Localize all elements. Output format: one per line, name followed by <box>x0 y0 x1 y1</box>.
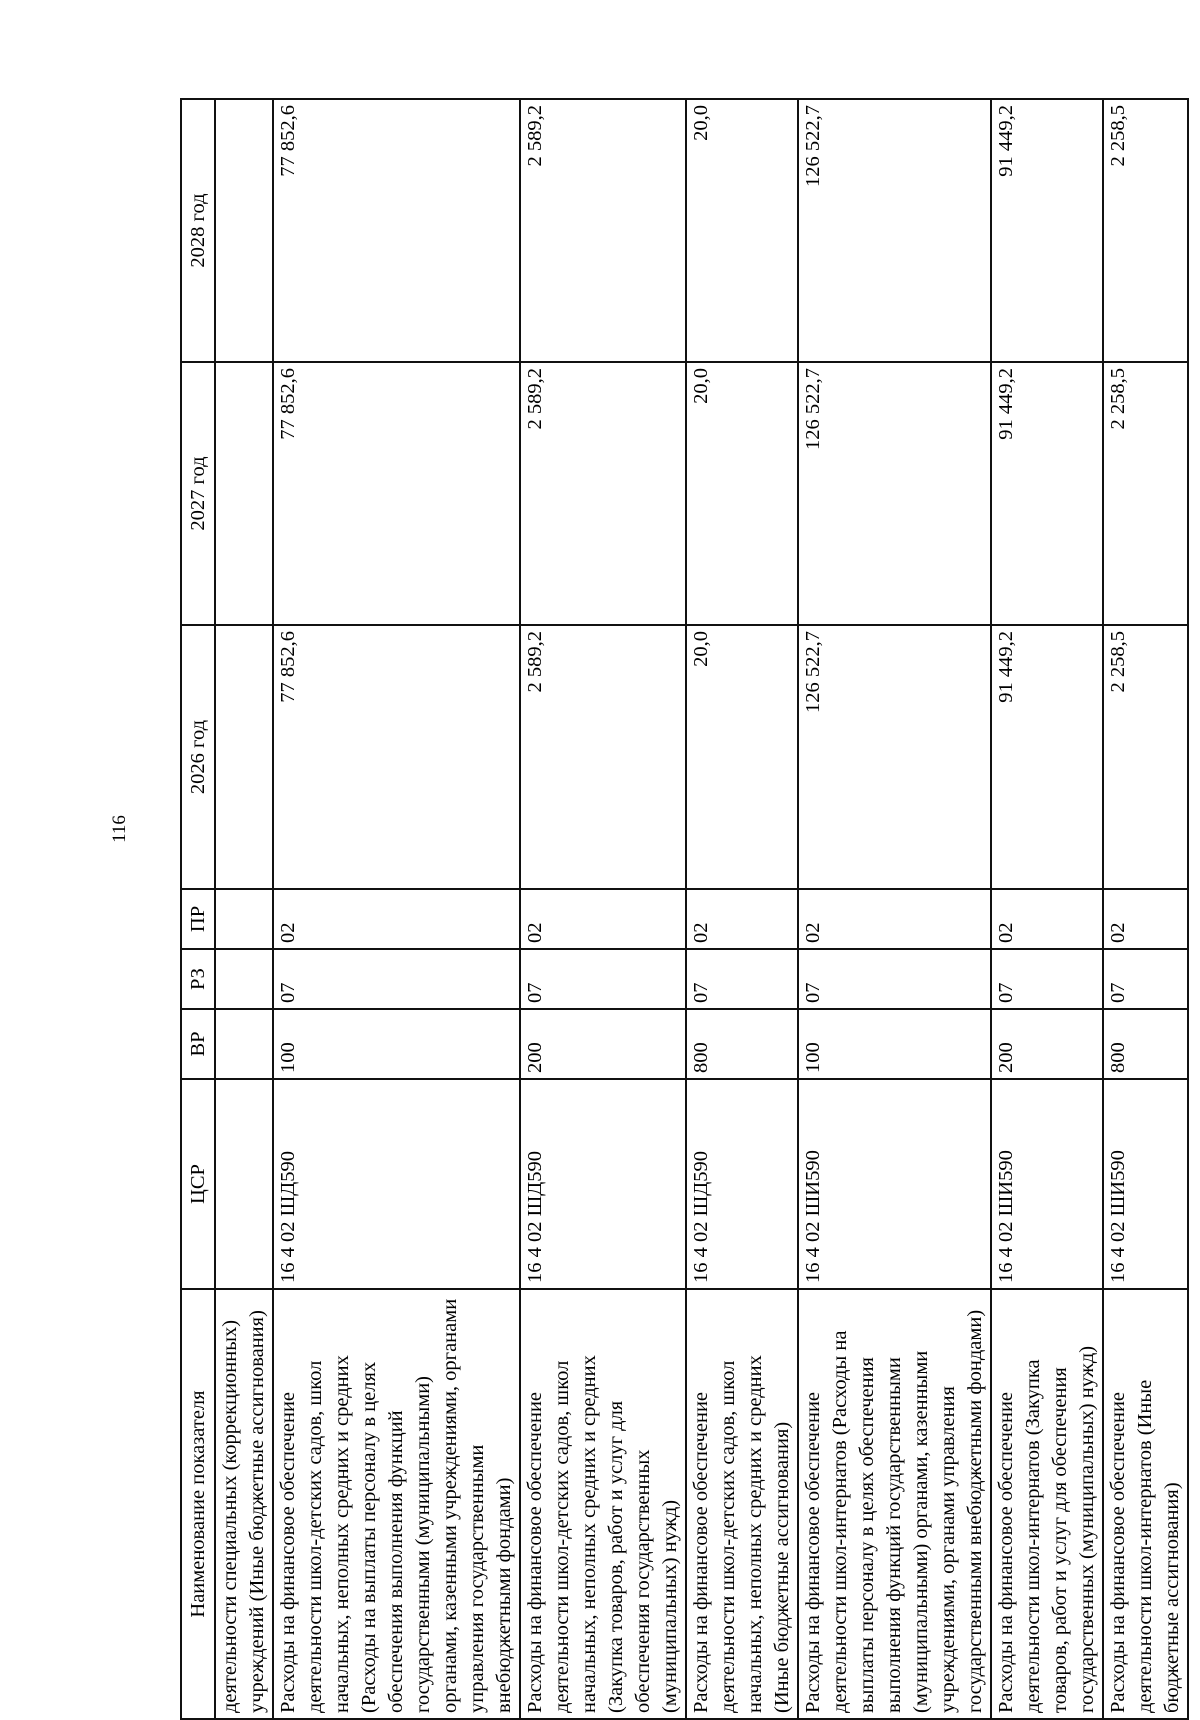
row-2026: 20,0 <box>686 625 798 889</box>
row-2027: 2 258,5 <box>1103 362 1188 625</box>
row-csr: 16 4 02 ШД590 <box>273 1079 520 1289</box>
row-vr: 200 <box>520 1009 686 1079</box>
row-2027: 77 852,6 <box>273 362 520 625</box>
header-2026: 2026 год <box>181 625 215 889</box>
table-row <box>991 99 1103 1719</box>
row-2028: 2 589,2 <box>520 99 686 362</box>
header-2027: 2027 год <box>181 362 215 625</box>
row-pr: 02 <box>520 889 686 949</box>
row-vr: 100 <box>798 1009 991 1079</box>
row-2028: 2 258,5 <box>1103 99 1188 362</box>
row-name: Расходы на финансовое обеспечение деятельности школ-интернатов (Закупка товаров, работ и услуг для обеспечения государственных (муниципальных) нужд) <box>991 1289 1103 1719</box>
row-pr: 02 <box>1103 889 1188 949</box>
row-2026: 91 449,2 <box>991 625 1103 889</box>
table-row <box>215 99 273 1719</box>
row-2026: 126 522,7 <box>798 625 991 889</box>
row-rz: 07 <box>798 949 991 1009</box>
row-2027: 2 589,2 <box>520 362 686 625</box>
row-2027: 126 522,7 <box>798 362 991 625</box>
row-csr: 16 4 02 ШИ590 <box>991 1079 1103 1289</box>
row-2028: 91 449,2 <box>991 99 1103 362</box>
row-vr: 200 <box>991 1009 1103 1079</box>
row-name: Расходы на финансовое обеспечение деятельности школ-детских садов, школ начальных, неполных средних и средних (Иные бюджетные ассигнования) <box>686 1289 798 1719</box>
row-vr: 800 <box>1103 1009 1188 1079</box>
table-row <box>1103 99 1188 1719</box>
header-csr: ЦСР <box>181 1079 215 1289</box>
page-number: 116 <box>108 815 130 843</box>
budget-table <box>180 98 1189 1720</box>
row-rz: 07 <box>991 949 1103 1009</box>
rotated-table-container <box>180 100 1183 1720</box>
table-row <box>686 99 798 1719</box>
row-2028: 77 852,6 <box>273 99 520 362</box>
row-name: Расходы на финансовое обеспечение деятельности школ-интернатов (Иные бюджетные ассигнования) <box>1103 1289 1188 1719</box>
row-2027 <box>215 362 273 625</box>
row-2027: 91 449,2 <box>991 362 1103 625</box>
header-row <box>181 99 215 1719</box>
row-rz: 07 <box>273 949 520 1009</box>
row-name: Расходы на финансовое обеспечение деятельности школ-интернатов (Расходы на выплаты персоналу в целях обеспечения выполнения функций государственными (муниципальными) органами, казенными учреждениями, органами управления государственными внебюджетными фондами) <box>798 1289 991 1719</box>
row-rz: 07 <box>686 949 798 1009</box>
row-rz: 07 <box>520 949 686 1009</box>
row-vr: 100 <box>273 1009 520 1079</box>
row-csr: 16 4 02 ШИ590 <box>1103 1079 1188 1289</box>
header-pr: ПР <box>181 889 215 949</box>
row-2026 <box>215 625 273 889</box>
header-vr: ВР <box>181 1009 215 1079</box>
row-vr <box>215 1009 273 1079</box>
row-name: Расходы на финансовое обеспечение деятельности школ-детских садов, школ начальных, неполных средних и средних (Расходы на выплаты персоналу в целях обеспечения выполнения функций государственными (муниципальными) органами, казенными учреждениями, органами управления государственными внебюджетными фондами) <box>273 1289 520 1719</box>
row-rz <box>215 949 273 1009</box>
table-row <box>520 99 686 1719</box>
table-row <box>798 99 991 1719</box>
header-2028: 2028 год <box>181 99 215 362</box>
row-csr <box>215 1079 273 1289</box>
row-2028: 20,0 <box>686 99 798 362</box>
row-csr: 16 4 02 ШД590 <box>520 1079 686 1289</box>
row-name: деятельности специальных (коррекционных) учреждений (Иные бюджетные ассигнования) <box>215 1289 273 1719</box>
row-csr: 16 4 02 ШИ590 <box>798 1079 991 1289</box>
row-pr <box>215 889 273 949</box>
row-pr: 02 <box>798 889 991 949</box>
row-pr: 02 <box>686 889 798 949</box>
row-2027: 20,0 <box>686 362 798 625</box>
header-name: Наименование показателя <box>181 1289 215 1719</box>
row-name: Расходы на финансовое обеспечение деятельности школ-детских садов, школ начальных, неполных средних и средних (Закупка товаров, работ и услуг для обеспечения государственных (муниципальных) нужд) <box>520 1289 686 1719</box>
row-2026: 77 852,6 <box>273 625 520 889</box>
table-row <box>273 99 520 1719</box>
row-2026: 2 258,5 <box>1103 625 1188 889</box>
header-rz: РЗ <box>181 949 215 1009</box>
row-pr: 02 <box>273 889 520 949</box>
row-2026: 2 589,2 <box>520 625 686 889</box>
row-vr: 800 <box>686 1009 798 1079</box>
row-rz: 07 <box>1103 949 1188 1009</box>
row-csr: 16 4 02 ШД590 <box>686 1079 798 1289</box>
row-2028: 126 522,7 <box>798 99 991 362</box>
row-2028 <box>215 99 273 362</box>
row-pr: 02 <box>991 889 1103 949</box>
